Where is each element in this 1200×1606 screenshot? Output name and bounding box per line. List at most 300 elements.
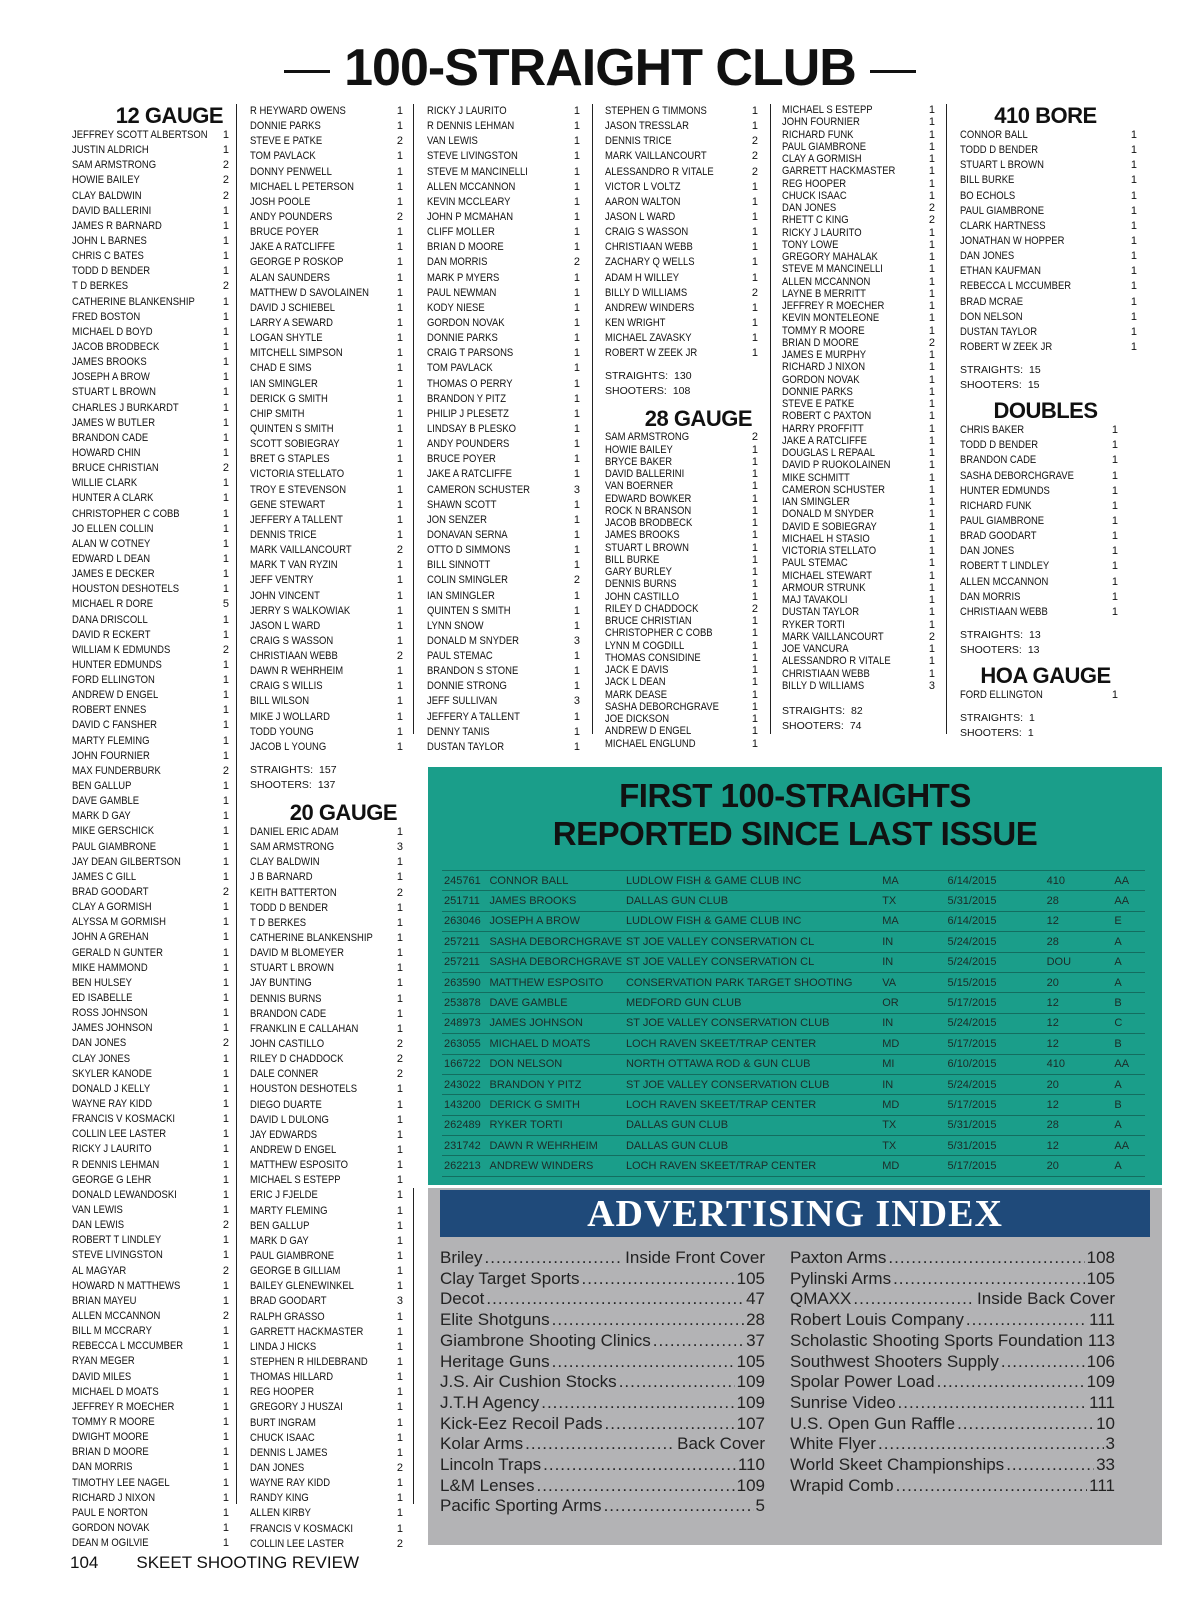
shooter-name: CHRISTIAAN WEBB xyxy=(960,605,1048,618)
list-item xyxy=(605,542,758,554)
shooter-name: DOUGLAS L REPAAL xyxy=(782,447,876,459)
shooter-name: JOHN CASTILLO xyxy=(250,1038,325,1051)
straights-label: STRAIGHTS: xyxy=(250,764,314,777)
shooter-name: DAN JONES xyxy=(72,1037,127,1050)
shooter-name: MICHAEL S ESTEPP xyxy=(782,104,873,116)
gauge-cell: 20 xyxy=(1045,1156,1113,1176)
straight-count: 1 xyxy=(1111,469,1118,482)
shooter-name: ED ISABELLE xyxy=(72,992,133,1005)
shooter-name: ROBERT W ZEEK JR xyxy=(960,340,1053,353)
straight-count: 1 xyxy=(751,541,758,554)
shooter-name: COLLIN LEE LASTER xyxy=(250,1537,345,1550)
shooter-name: CHRISTOPHER C COBB xyxy=(72,507,180,520)
list-item xyxy=(782,325,935,337)
shooter-name: GARRETT HACKMASTER xyxy=(782,165,896,178)
shooter-name: PAUL GIAMBRONE xyxy=(72,840,157,853)
list-item xyxy=(250,286,403,301)
straight-count: 1 xyxy=(396,1204,403,1217)
shooter-name-cell: DAVE GAMBLE xyxy=(487,993,623,1013)
straight-count: 1 xyxy=(396,1098,403,1111)
shooter-name: PAUL GIAMBRONE xyxy=(960,204,1045,217)
ad-index-entry xyxy=(440,1248,765,1269)
list-item xyxy=(782,361,935,373)
list-item xyxy=(250,710,403,725)
list-item xyxy=(960,340,1137,355)
shooter-name: JAMES E DECKER xyxy=(72,568,155,581)
shooter-name: JACK E DAVIS xyxy=(605,664,669,677)
list-item xyxy=(250,316,403,331)
dot-leader xyxy=(485,1248,624,1269)
straight-count: 1 xyxy=(751,529,758,542)
straight-count: 1 xyxy=(396,1386,403,1399)
advertising-index-panel xyxy=(428,1188,1162,1545)
shooter-name-cell: JAMES JOHNSON xyxy=(487,1013,623,1033)
list-item xyxy=(250,1188,403,1203)
straight-count: 1 xyxy=(928,275,935,288)
list-item xyxy=(782,239,935,251)
dot-leader xyxy=(853,1289,975,1310)
straight-count: 2 xyxy=(222,1037,229,1050)
shooter-name: DONNIE PARKS xyxy=(782,385,853,398)
straight-count: 1 xyxy=(573,725,580,738)
shooter-name: VICTORIA STELLATO xyxy=(250,468,345,481)
shooter-name: HARRY PROFFITT xyxy=(782,422,864,435)
col-12-gauge xyxy=(72,104,229,1551)
list-item xyxy=(605,456,758,468)
list-item xyxy=(960,204,1137,219)
shooter-name-cell: DERICK G SMITH xyxy=(487,1095,623,1115)
shooter-name: HOWARD N MATTHEWS xyxy=(72,1279,181,1292)
shooter-name: KEITH BATTERTON xyxy=(250,886,337,899)
list-item xyxy=(72,1385,229,1400)
straight-count: 1 xyxy=(751,443,758,456)
list-item xyxy=(427,331,580,346)
shooter-name: JAMES JOHNSON xyxy=(72,1022,153,1035)
straight-count: 1 xyxy=(396,407,403,420)
shooter-name: MICHAEL D MOATS xyxy=(72,1385,159,1398)
list-item xyxy=(782,386,935,398)
list-item xyxy=(250,725,403,740)
list-item xyxy=(427,710,580,725)
shooter-name: ROBERT C PAXTON xyxy=(782,410,872,423)
ad-index-entry xyxy=(440,1372,765,1393)
list-item xyxy=(72,249,229,264)
first-straights-panel xyxy=(428,767,1162,1185)
shooter-name: LINDSAY B PLESKO xyxy=(427,422,517,435)
list-item xyxy=(250,1370,403,1385)
summary-doubles xyxy=(960,628,1137,658)
ad-page-ref: 106 xyxy=(1086,1351,1115,1371)
shooter-name: JACOB BRODBECK xyxy=(72,340,160,353)
list-item xyxy=(72,1400,229,1415)
straight-count: 2 xyxy=(751,602,758,615)
straight-count: 1 xyxy=(396,725,403,738)
straight-count: 1 xyxy=(751,504,758,517)
shooter-name: CATHERINE BLANKENSHIP xyxy=(250,932,373,945)
shooter-name: ALAN SAUNDERS xyxy=(250,271,330,284)
list-item xyxy=(72,613,229,628)
straight-count: 1 xyxy=(396,977,403,990)
list-item xyxy=(72,855,229,870)
straight-count: 1 xyxy=(751,347,758,360)
advertiser-name: Giambrone Shooting Clinics xyxy=(440,1330,651,1350)
shooter-name: VAN LEWIS xyxy=(427,135,478,148)
list-item xyxy=(427,316,580,331)
list-item xyxy=(605,286,758,301)
straight-count: 1 xyxy=(1130,129,1137,141)
list-item xyxy=(782,288,935,300)
list-item xyxy=(605,689,758,701)
straight-count: 1 xyxy=(751,627,758,640)
list-item xyxy=(72,355,229,370)
list-item xyxy=(605,149,758,164)
list-item xyxy=(250,1158,403,1173)
shooter-name: CRAIG S WASSON xyxy=(605,226,689,239)
shooter-name: DENNIS TRICE xyxy=(605,135,672,148)
shooters-label: SHOOTERS: xyxy=(960,379,1022,392)
list-item xyxy=(782,668,935,680)
list-item xyxy=(72,1430,229,1445)
straight-count: 2 xyxy=(222,462,229,475)
shooter-name: MAX FUNDERBURK xyxy=(72,764,161,777)
column-divider xyxy=(592,104,593,734)
shooter-name-cell: SASHA DEBORCHGRAVE xyxy=(487,932,623,952)
ad-index-entry xyxy=(440,1289,765,1310)
class-cell: AA xyxy=(1112,871,1145,891)
advertiser-name: Wrapid Comb xyxy=(790,1475,894,1495)
list-item xyxy=(605,627,758,639)
shooter-name: ANDY POUNDERS xyxy=(250,210,333,223)
ad-index-entry xyxy=(790,1289,1115,1310)
shooter-name: EDWARD BOWKER xyxy=(605,492,692,505)
straight-count: 1 xyxy=(222,628,229,641)
list-item xyxy=(960,423,1118,438)
straight-count: 1 xyxy=(222,1506,229,1519)
table-row xyxy=(442,911,1145,931)
straights-label: STRAIGHTS: xyxy=(782,705,846,717)
shooter-name: BRYCE BAKER xyxy=(605,455,673,468)
list-item xyxy=(960,219,1137,234)
shooter-name: LYNN SNOW xyxy=(427,619,484,632)
straight-count: 1 xyxy=(222,810,229,823)
straight-count: 2 xyxy=(396,544,403,557)
date-cell: 5/31/2015 xyxy=(946,1115,1045,1135)
shooter-name: BRANDON Y PITZ xyxy=(427,392,507,405)
straight-count: 1 xyxy=(396,1401,403,1414)
shooter-name: WILLIAM K EDMUNDS xyxy=(72,643,171,656)
list-item xyxy=(72,1476,229,1491)
shooter-name: DENNY TANIS xyxy=(427,725,490,738)
list-item xyxy=(605,195,758,210)
shooter-name-cell: SASHA DEBORCHGRAVE xyxy=(487,952,623,972)
name-list-doubles xyxy=(960,423,1118,620)
list-item xyxy=(72,1521,229,1536)
list-item xyxy=(427,543,580,558)
shooter-name: FRANCIS V KOSMACKI xyxy=(250,1522,354,1535)
list-item xyxy=(250,467,403,482)
shooter-name: TOM PAVLACK xyxy=(250,150,316,163)
ad-index-entry xyxy=(440,1414,765,1435)
section-title-28-gauge: 28 GAUGE xyxy=(644,406,752,432)
shooter-name: DAN MORRIS xyxy=(72,1461,133,1474)
straights-value: 15 xyxy=(1029,364,1041,377)
shooter-name: DONALD M SNYDER xyxy=(782,508,874,521)
ad-page-ref: 111 xyxy=(1089,1475,1115,1495)
list-item xyxy=(960,173,1137,188)
shooter-name: BRUCE CHRISTIAN xyxy=(72,462,159,475)
shooter-name: DAVID BALLERINI xyxy=(72,204,152,217)
straight-count: 1 xyxy=(751,651,758,664)
shooter-name: ARMOUR STRUNK xyxy=(782,581,866,594)
shooter-name: TIMOTHY LEE NAGEL xyxy=(72,1476,170,1489)
ad-index-entry xyxy=(790,1414,1115,1435)
shooter-name: RILEY D CHADDOCK xyxy=(250,1053,344,1066)
summary-20-gauge xyxy=(605,369,758,399)
shooter-name: PAUL GIAMBRONE xyxy=(960,514,1045,527)
straight-count: 1 xyxy=(396,1007,403,1020)
shooters-value: 13 xyxy=(1027,643,1040,656)
shooter-name: R DENNIS LEHMAN xyxy=(72,1158,160,1171)
gauge-cell: 12 xyxy=(1045,1136,1113,1156)
list-item xyxy=(782,398,935,410)
shooter-name: RILEY D CHADDOCK xyxy=(605,602,699,615)
straight-count: 1 xyxy=(222,840,229,853)
col-28-gauge-cont xyxy=(782,104,935,734)
straight-count: 1 xyxy=(396,1219,403,1232)
list-item xyxy=(960,128,1137,143)
straight-count: 1 xyxy=(222,568,229,581)
shooter-name: JOHN VINCENT xyxy=(250,589,320,602)
straight-count: 1 xyxy=(751,553,758,566)
straight-count: 1 xyxy=(928,643,935,655)
list-item xyxy=(72,234,229,249)
list-item xyxy=(72,809,229,824)
shooter-name: JAMES BROOKS xyxy=(72,356,147,369)
shooter-name: DAN MORRIS xyxy=(427,256,488,269)
straight-count: 1 xyxy=(751,713,758,726)
straight-count: 1 xyxy=(928,189,935,202)
straight-count: 2 xyxy=(751,165,758,178)
shooter-name: CHRISTIAAN WEBB xyxy=(605,241,693,254)
straight-count: 1 xyxy=(222,204,229,217)
list-item xyxy=(72,173,229,188)
dot-leader xyxy=(1085,1331,1086,1352)
shooter-name: DAVID M BLOMEYER xyxy=(250,947,344,960)
list-item xyxy=(250,1325,403,1340)
shooter-name: VAN BOERNER xyxy=(605,480,674,493)
shooter-name: JAMES W BUTLER xyxy=(72,416,156,429)
shooter-name: STUART L BROWN xyxy=(72,386,156,399)
straight-count: 1 xyxy=(928,140,935,153)
club-name-cell: LUDLOW FISH & GAME CLUB INC xyxy=(624,871,880,891)
shooter-name: DAVID C FANSHER xyxy=(72,719,157,732)
straight-count: 1 xyxy=(396,916,403,929)
class-cell: A xyxy=(1112,1156,1145,1176)
shooter-name: FRED BOSTON xyxy=(72,310,141,323)
list-item xyxy=(72,946,229,961)
first-straights-title xyxy=(428,777,1162,853)
straight-count: 1 xyxy=(222,1188,229,1201)
shooter-name: CLAY JONES xyxy=(72,1052,131,1065)
straight-count: 1 xyxy=(751,226,758,239)
shooter-name: JOHN P MCMAHAN xyxy=(427,210,514,223)
publication-name: SKEET SHOOTING REVIEW xyxy=(136,1553,359,1572)
list-item xyxy=(605,505,758,517)
list-item xyxy=(72,1218,229,1233)
straight-count: 1 xyxy=(573,498,580,511)
list-item xyxy=(782,435,935,447)
shooter-name: PAUL GIAMBRONE xyxy=(782,140,867,153)
straight-count: 1 xyxy=(222,371,229,384)
page-number: 104 xyxy=(70,1553,99,1572)
list-item xyxy=(250,901,403,916)
straight-count: 1 xyxy=(573,135,580,148)
straight-count: 1 xyxy=(396,1128,403,1141)
list-item xyxy=(250,195,403,210)
advertiser-name: Southwest Shooters Supply xyxy=(790,1351,999,1371)
straight-count: 1 xyxy=(396,1355,403,1368)
state-cell: TX xyxy=(880,891,945,911)
shooter-name: HUNTER EDMUNDS xyxy=(72,658,162,671)
club-name-cell: DALLAS GUN CLUB xyxy=(624,1115,880,1135)
list-item xyxy=(72,1082,229,1097)
straight-count: 1 xyxy=(222,946,229,959)
date-cell: 5/17/2015 xyxy=(946,1095,1045,1115)
ad-page-ref: 105 xyxy=(736,1351,765,1371)
straight-count: 1 xyxy=(1111,545,1118,558)
straight-count: 2 xyxy=(928,214,935,227)
list-item xyxy=(782,423,935,435)
list-item xyxy=(250,1067,403,1082)
shooter-name: STUART L BROWN xyxy=(960,159,1044,172)
straight-count: 1 xyxy=(928,349,935,361)
advertiser-name: Pylinski Arms xyxy=(790,1268,892,1288)
shooter-name: JERRY S WALKOWIAK xyxy=(250,604,351,617)
shooter-name: MAJ TAVAKOLI xyxy=(782,594,848,606)
list-item xyxy=(782,276,935,288)
straight-count: 2 xyxy=(396,1068,403,1081)
straight-count: 1 xyxy=(222,250,229,263)
shooter-name: GORDON NOVAK xyxy=(427,316,505,329)
shooter-name: MICHAEL L PETERSON xyxy=(250,180,354,193)
list-item xyxy=(427,119,580,134)
ad-page-ref: 109 xyxy=(736,1372,765,1392)
shooter-id-cell: 263055 xyxy=(442,1034,487,1054)
list-item xyxy=(427,240,580,255)
shooter-name: JONATHAN W HOPPER xyxy=(960,234,1065,247)
list-item xyxy=(72,703,229,718)
straight-count: 1 xyxy=(396,195,403,208)
ad-page-ref: 109 xyxy=(736,1392,765,1412)
straight-count: 1 xyxy=(1130,204,1137,217)
list-item xyxy=(960,559,1118,574)
shooter-id-cell: 243022 xyxy=(442,1074,487,1094)
shooter-name: STEVE E PATKE xyxy=(782,398,855,410)
shooter-name: JOHN CASTILLO xyxy=(605,590,680,603)
shooter-name: PAUL STEMAC xyxy=(427,650,493,663)
shooters-value: 137 xyxy=(317,779,336,792)
state-cell: VA xyxy=(880,972,945,992)
shooter-name: BILL BURKE xyxy=(960,174,1015,187)
gauge-cell: 410 xyxy=(1045,871,1113,891)
straights-label: STRAIGHTS: xyxy=(960,712,1024,725)
straight-count: 1 xyxy=(573,120,580,133)
straight-count: 3 xyxy=(573,695,580,708)
shooter-name: RICKY J LAURITO xyxy=(427,105,507,117)
list-item xyxy=(427,422,580,437)
list-item xyxy=(960,605,1118,620)
straight-count: 1 xyxy=(751,180,758,193)
straight-count: 1 xyxy=(751,105,758,117)
straight-count: 1 xyxy=(928,557,935,570)
shooter-name: THOMAS O PERRY xyxy=(427,377,513,390)
straight-count: 1 xyxy=(222,992,229,1005)
straight-count: 1 xyxy=(1130,325,1137,338)
list-item xyxy=(427,361,580,376)
straight-count: 1 xyxy=(396,150,403,163)
straight-count: 1 xyxy=(928,545,935,557)
straight-count: 1 xyxy=(222,1052,229,1065)
list-item xyxy=(72,325,229,340)
shooters-label: SHOOTERS: xyxy=(960,727,1022,740)
date-cell: 5/31/2015 xyxy=(946,1136,1045,1156)
straight-count: 2 xyxy=(573,256,580,269)
list-item xyxy=(72,219,229,234)
straight-count: 1 xyxy=(222,1113,229,1126)
straight-count: 1 xyxy=(928,520,935,533)
shooter-name: CLAY BALDWIN xyxy=(250,856,320,869)
straight-count: 1 xyxy=(222,234,229,247)
shooter-name: DUSTAN TAYLOR xyxy=(427,740,505,753)
shooter-name: DAN JONES xyxy=(782,202,837,214)
straight-count: 1 xyxy=(396,422,403,435)
straight-count: 2 xyxy=(222,886,229,899)
summary-28-gauge xyxy=(782,704,935,734)
straight-count: 1 xyxy=(573,362,580,375)
ad-index-entry xyxy=(440,1269,765,1290)
shooter-name: ETHAN KAUFMAN xyxy=(960,265,1041,278)
straight-count: 2 xyxy=(222,1309,229,1322)
straight-count: 1 xyxy=(222,734,229,747)
list-item xyxy=(427,286,580,301)
shooter-name: MARK T VAN RYZIN xyxy=(250,559,338,572)
list-item xyxy=(250,498,403,513)
list-item xyxy=(960,310,1137,325)
straight-count: 2 xyxy=(222,280,229,293)
shooter-name: DAWN R WEHRHEIM xyxy=(250,665,344,678)
club-name-cell: ST JOE VALLEY CONSERVATION CL xyxy=(624,932,880,952)
list-item xyxy=(782,337,935,349)
list-item xyxy=(960,325,1137,340)
class-cell: A xyxy=(1112,952,1145,972)
straight-count: 1 xyxy=(928,508,935,521)
table-row xyxy=(442,1034,1145,1054)
list-item xyxy=(250,149,403,164)
shooter-name: JOHN A GREHAN xyxy=(72,931,149,944)
ad-index-entry xyxy=(440,1434,765,1455)
list-item xyxy=(72,1460,229,1475)
table-row xyxy=(442,1074,1145,1094)
ad-index-entry xyxy=(440,1496,765,1517)
list-item xyxy=(605,529,758,541)
list-item xyxy=(427,694,580,709)
list-item xyxy=(960,529,1118,544)
shooter-name: JACOB BRODBECK xyxy=(605,517,693,530)
list-item xyxy=(782,619,935,631)
shooter-name: BRIAN MAYEU xyxy=(72,1294,137,1307)
date-cell: 6/14/2015 xyxy=(946,871,1045,891)
shooter-name: VICTORIA STELLATO xyxy=(782,545,877,557)
